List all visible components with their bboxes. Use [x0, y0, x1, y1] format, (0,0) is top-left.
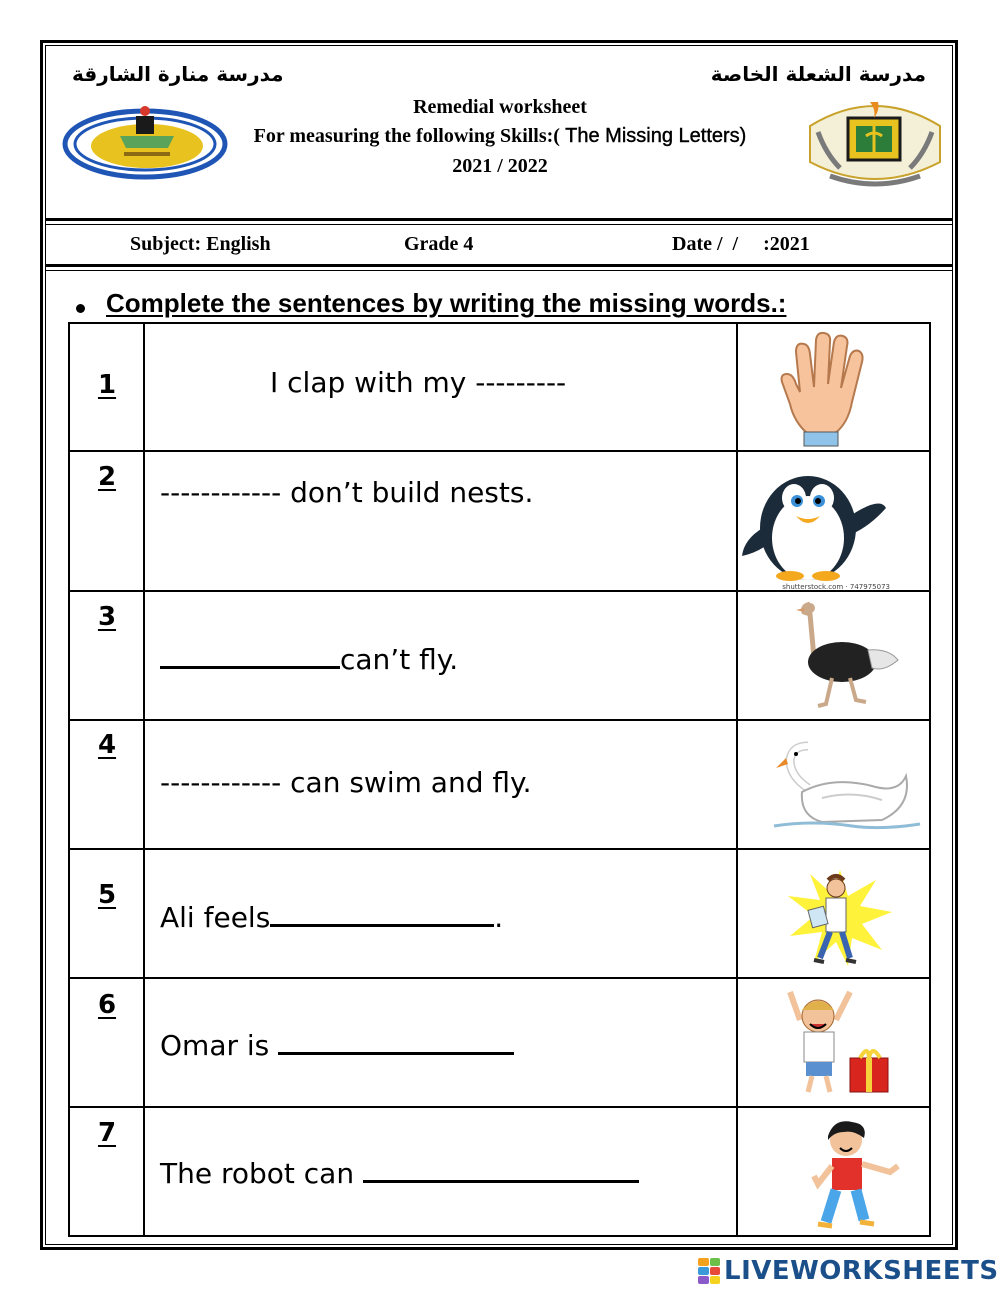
school-name-left: مدرسة منارة الشارقة	[72, 62, 284, 86]
table-col-divider-1	[143, 322, 145, 1237]
school-name-right: مدرسة الشعلة الخاصة	[710, 62, 926, 86]
header-divider-thin	[45, 224, 953, 225]
question-number-1: 1	[97, 370, 117, 400]
question-text-6[interactable]	[160, 1024, 514, 1062]
table-row-divider	[68, 848, 931, 850]
swan-icon	[772, 736, 922, 834]
question-number-4: 4	[97, 730, 117, 760]
grade-label: Grade 4	[404, 233, 474, 255]
subject-label: Subject: English	[130, 233, 271, 255]
question-text-1[interactable]: I clap with my ---------	[270, 366, 567, 399]
instruction: Complete the sentences by writing the missing words.:	[106, 288, 787, 318]
ostrich-icon	[780, 600, 900, 710]
skills-prefix: For measuring the following Skills:(	[253, 125, 560, 147]
scared-man-icon	[784, 866, 896, 972]
answer-blank-5[interactable]	[270, 896, 494, 927]
question-text-2[interactable]: ------------ don’t build nests.	[160, 476, 534, 509]
school-year: 2021 / 2022	[452, 155, 548, 177]
info-divider-thin	[45, 270, 953, 271]
dancing-boy-icon	[804, 1118, 904, 1234]
liveworksheets-mark-icon	[698, 1258, 720, 1284]
question-number-7: 7	[97, 1118, 117, 1148]
question-text-5-after: .	[494, 901, 504, 934]
hand-icon	[778, 332, 878, 447]
skills-topic: The Missing Letters)	[559, 125, 747, 147]
question-number-6: 6	[97, 990, 117, 1020]
happy-boy-gift-icon	[776, 986, 896, 1098]
question-number-2: 2	[97, 462, 117, 492]
answer-blank-3[interactable]	[160, 638, 340, 669]
worksheet-title: Remedial worksheet	[413, 96, 587, 118]
info-divider	[45, 264, 953, 267]
table-row-divider	[68, 1106, 931, 1108]
table-row-divider	[68, 450, 931, 452]
header-divider	[45, 218, 953, 221]
bullet	[76, 304, 85, 313]
question-number-3: 3	[97, 602, 117, 632]
table-row-divider	[68, 719, 931, 721]
liveworksheets-logo	[698, 1256, 999, 1286]
answer-blank-7[interactable]	[363, 1152, 639, 1183]
table-row-divider	[68, 977, 931, 979]
question-text-3-after: can’t fly.	[340, 643, 459, 676]
school-logo-left	[62, 104, 228, 180]
question-text-5-before: Ali feels	[160, 901, 271, 934]
penguin-credit: shutterstock.com · 747975073	[782, 583, 890, 591]
question-number-5: 5	[97, 880, 117, 910]
date-field: Date / / :2021	[672, 233, 810, 255]
question-text-3[interactable]	[160, 638, 458, 676]
question-text-7-before: The robot can	[160, 1157, 363, 1190]
table-col-divider-2	[736, 322, 738, 1237]
question-text-6-before: Omar is	[160, 1029, 279, 1062]
school-logo-right	[800, 96, 950, 192]
question-text-5[interactable]	[160, 896, 503, 934]
question-text-4[interactable]: ------------ can swim and fly.	[160, 766, 532, 799]
answer-blank-6[interactable]	[278, 1024, 514, 1055]
question-text-7[interactable]	[160, 1152, 639, 1190]
liveworksheets-brand: LIVEWORKSHEETS	[724, 1256, 999, 1286]
penguin-icon	[740, 456, 890, 591]
